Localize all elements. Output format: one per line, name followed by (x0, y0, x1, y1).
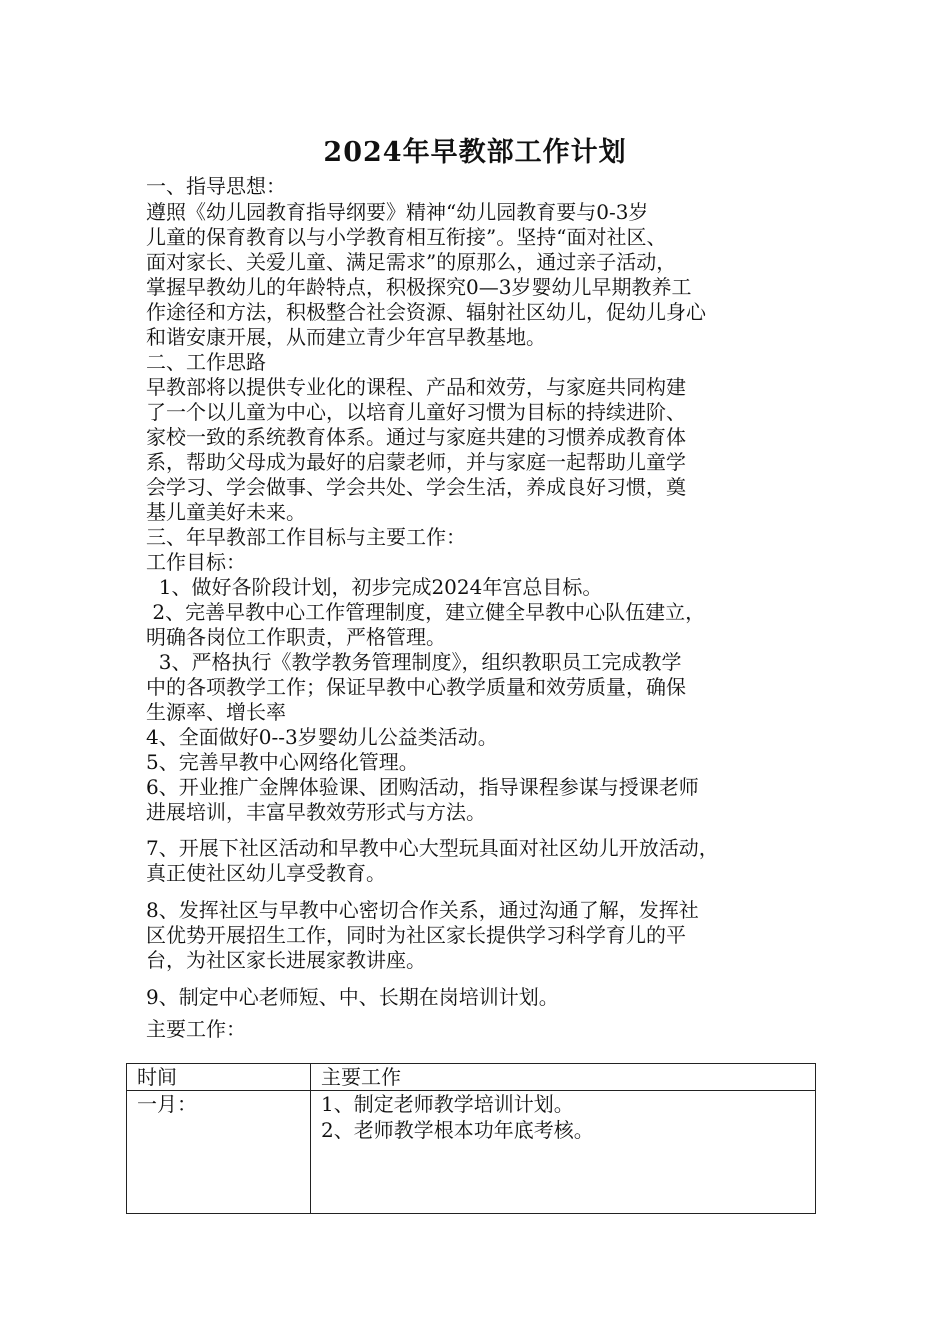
subheading-main-work: 主要工作： (146, 1017, 246, 1041)
paragraph-line: 台，为社区家长进展家教讲座。 (146, 948, 426, 972)
paragraph-line: 中的各项教学工作；保证早教中心教学质量和效劳质量，确保 (146, 675, 686, 699)
section-heading-guiding-thought: 一、指导思想： (146, 174, 286, 198)
section-heading-work-approach: 二、工作思路 (146, 350, 266, 374)
paragraph-line: 区优势开展招生工作，同时为社区家长提供学习科学育儿的平 (146, 923, 686, 947)
paragraph-line: 面对家长、关爱儿童、满足需求”的原那么，通过亲子活动， (146, 250, 677, 274)
goal-item: 9、制定中心老师短、中、长期在岗培训计划。 (146, 985, 559, 1009)
header-time: 时间 (127, 1064, 311, 1091)
goal-item: 5、完善早教中心网络化管理。 (146, 750, 419, 774)
work-item: 2、老师教学根本功年底考核。 (321, 1118, 594, 1142)
goal-item: 4、全面做好0--3岁婴幼儿公益类活动。 (146, 725, 498, 749)
cell-main-work (311, 1091, 816, 1214)
table-header-row (127, 1064, 816, 1091)
table-row (127, 1091, 816, 1214)
work-schedule-table (126, 1063, 816, 1214)
paragraph-line: 掌握早教幼儿的年龄特点，积极探究0—3岁婴幼儿早期教养工 (146, 275, 692, 299)
paragraph-line: 生源率、增长率 (146, 700, 286, 724)
goal-item: 7、开展下社区活动和早教中心大型玩具面对社区幼儿开放活动， (146, 836, 719, 860)
subheading-work-goals: 工作目标： (146, 550, 246, 574)
goal-item: 3、严格执行《教学教务管理制度》，组织教职员工完成教学 (146, 650, 682, 674)
goal-item: 2、完善早教中心工作管理制度，建立健全早教中心队伍建立， (146, 600, 706, 624)
header-main-work: 主要工作 (311, 1064, 816, 1091)
paragraph-line: 和谐安康开展，从而建立青少年宫早教基地。 (146, 325, 546, 349)
document-title: 2024年早教部工作计划 (323, 137, 627, 168)
goal-item: 1、做好各阶段计划，初步完成2024年宫总目标。 (146, 575, 603, 599)
work-item: 1、制定老师教学培训计划。 (321, 1092, 574, 1116)
paragraph-line: 基儿童美好未来。 (146, 500, 306, 524)
paragraph-line: 家校一致的系统教育体系。通过与家庭共建的习惯养成教育体 (146, 425, 686, 449)
paragraph-line: 会学习、学会做事、学会共处、学会生活，养成良好习惯，奠 (146, 475, 686, 499)
goal-item: 8、发挥社区与早教中心密切合作关系，通过沟通了解，发挥社 (146, 898, 699, 922)
section-heading-goals: 三、年早教部工作目标与主要工作： (146, 525, 466, 549)
cell-time: 一月： (127, 1091, 311, 1214)
paragraph-line: 真正使社区幼儿享受教育。 (146, 861, 386, 885)
paragraph-line: 作途径和方法，积极整合社会资源、辐射社区幼儿，促幼儿身心 (146, 300, 706, 324)
goal-item: 6、开业推广金牌体验课、团购活动，指导课程参谋与授课老师 (146, 775, 699, 799)
paragraph-line: 系，帮助父母成为最好的启蒙老师，并与家庭一起帮助儿童学 (146, 450, 686, 474)
paragraph-line: 进展培训，丰富早教效劳形式与方法。 (146, 800, 486, 824)
paragraph-line: 儿童的保育教育以与小学教育相互衔接”。坚持“面对社区、 (146, 225, 667, 249)
paragraph-line: 早教部将以提供专业化的课程、产品和效劳，与家庭共同构建 (146, 375, 686, 399)
paragraph-line: 了一个以儿童为中心，以培育儿童好习惯为目标的持续进阶、 (146, 400, 686, 424)
paragraph-line: 遵照《幼儿园教育指导纲要》精神“幼儿园教育要与0-3岁 (146, 200, 649, 224)
paragraph-line: 明确各岗位工作职责，严格管理。 (146, 625, 446, 649)
